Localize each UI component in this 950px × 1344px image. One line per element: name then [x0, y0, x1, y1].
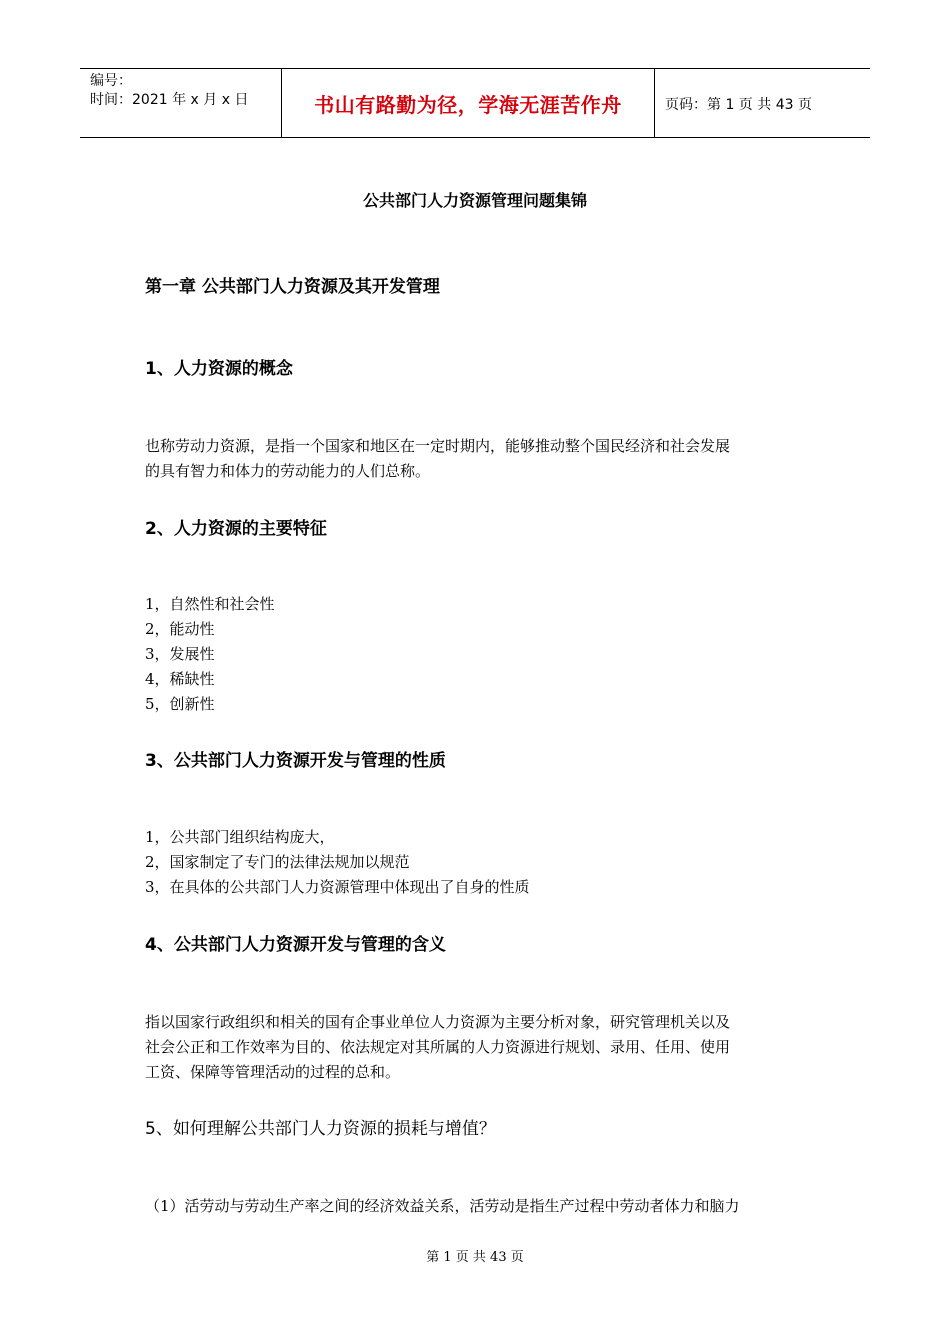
header-meta-cell	[80, 69, 282, 137]
chapter-title: 第一章 公共部门人力资源及其开发管理	[145, 277, 440, 297]
paragraph-line: 也称劳动力资源，是指一个国家和地区在一定时期内，能够推动整个国民经济和社会发展	[145, 437, 731, 455]
section-paragraph-4	[145, 1010, 810, 1085]
paragraph-line: （1）活劳动与劳动生产率之间的经济效益关系，活劳动是指生产过程中劳动者体力和脑力	[145, 1197, 740, 1215]
section-heading-1: 1、人力资源的概念	[145, 359, 293, 379]
paragraph-line: 指以国家行政组织和相关的国有企事业单位人力资源为主要分析对象，研究管理机关以及	[145, 1013, 731, 1031]
header-motto-cell	[282, 69, 655, 137]
list-item: 1，自然性和社会性	[145, 595, 275, 613]
section-heading-5: 5、如何理解公共部门人力资源的损耗与增值？	[145, 1119, 496, 1139]
list-item: 2，国家制定了专门的法律法规加以规范	[145, 853, 410, 871]
page-footer: 第 1 页 共 43 页	[426, 1250, 524, 1265]
section-paragraph-1	[145, 434, 810, 484]
section-paragraph-5	[145, 1194, 810, 1219]
list-item: 1，公共部门组织结构庞大，	[145, 828, 335, 846]
section-list-3	[145, 825, 530, 900]
motto-text: 书山有路勤为径，学海无涯苦作舟	[314, 93, 622, 117]
list-item: 3，在具体的公共部门人力资源管理中体现出了自身的性质	[145, 878, 530, 896]
section-heading-3: 3、公共部门人力资源开发与管理的性质	[145, 751, 446, 771]
paragraph-line: 的具有智力和体力的劳动能力的人们总称。	[145, 462, 431, 480]
document-title: 公共部门人力资源管理问题集锦	[362, 191, 587, 210]
code-label: 编号：	[90, 73, 132, 89]
section-heading-4: 4、公共部门人力资源开发与管理的含义	[145, 935, 446, 955]
header-table	[80, 68, 870, 138]
paragraph-line: 社会公正和工作效率为目的、依法规定对其所属的人力资源进行规划、录用、任用、使用	[145, 1038, 731, 1056]
time-label: 时间：2021 年 x 月 x 日	[90, 92, 249, 108]
paragraph-line: 工资、保障等管理活动的过程的总和。	[145, 1063, 401, 1081]
section-heading-2: 2、人力资源的主要特征	[145, 519, 327, 539]
header-page-cell	[655, 69, 870, 137]
list-item: 2，能动性	[145, 620, 215, 638]
list-item: 3，发展性	[145, 645, 215, 663]
list-item: 4，稀缺性	[145, 670, 215, 688]
list-item: 5，创新性	[145, 695, 215, 713]
section-list-2	[145, 592, 275, 717]
page-number-label: 页码：第 1 页 共 43 页	[665, 97, 812, 113]
